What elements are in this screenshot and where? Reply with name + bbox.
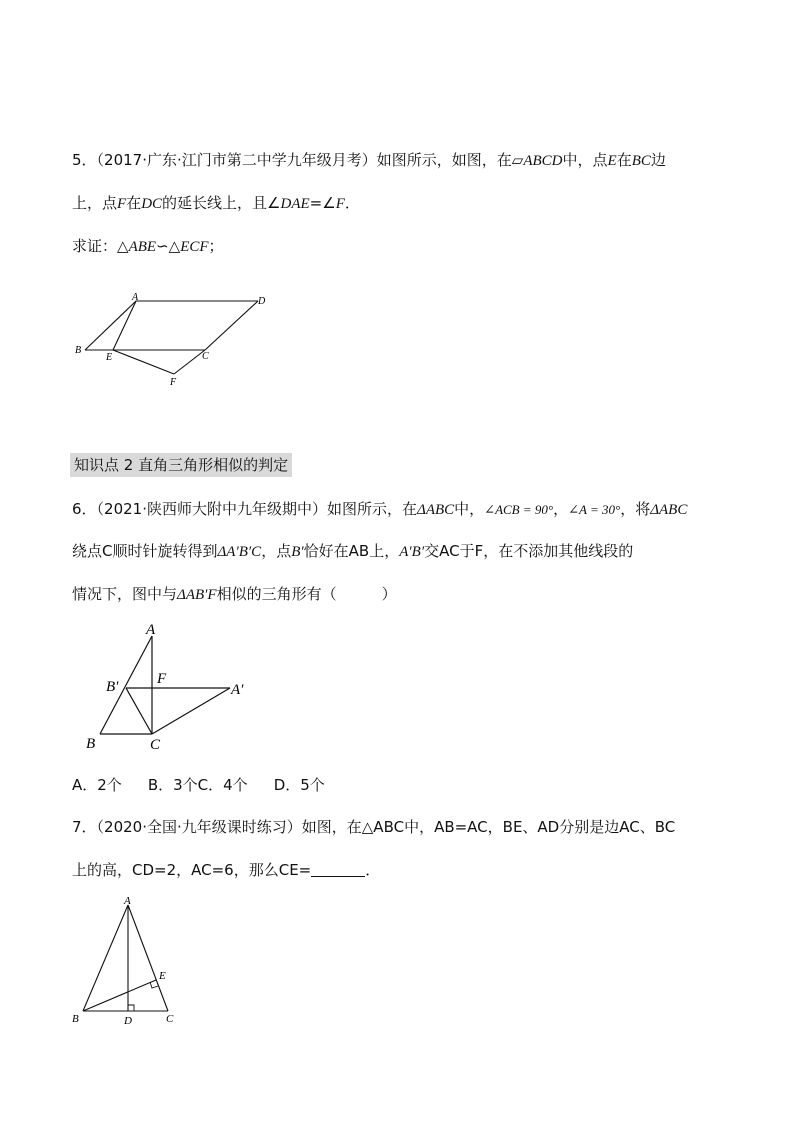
q6-label-aprime: A′ — [231, 682, 244, 698]
q5-angle-dae: DAE — [280, 196, 310, 212]
q6-source: （2021·陕西师大附中九年级期中） — [96, 500, 327, 518]
q5-source: （2017·广东·江门市第二中学九年级月考） — [96, 151, 377, 169]
similar-symbol: ∽ — [156, 237, 169, 255]
q7-label-b: B — [72, 1013, 79, 1025]
q6-number: 6． — [72, 500, 97, 518]
q6-line-2 — [72, 541, 633, 562]
q6-label-bprime: B′ — [106, 679, 119, 695]
q7-label-d: D — [124, 1015, 132, 1027]
q5-label-b: B — [75, 345, 82, 356]
section-heading-2: 知识点 2 直角三角形相似的判定 — [70, 453, 292, 477]
q5-triangle-ecf: ECF — [180, 239, 209, 255]
q6-line-1 — [72, 499, 687, 520]
q5-label-d: D — [258, 296, 266, 307]
q5-text: 如图所示，如图，在 — [376, 151, 512, 169]
q5-label-a: A — [132, 292, 139, 303]
q6-triangle-abc: ΔABC — [650, 502, 688, 518]
answer-blank[interactable] — [311, 861, 365, 877]
q5-angle-f: F — [335, 196, 345, 212]
q6-text: 绕点C顺时针旋转得到 — [72, 542, 218, 560]
q6-text: 相似的三角形有（ ） — [216, 585, 397, 603]
q7-line-2 — [72, 860, 380, 880]
q5-text: 上，点 — [72, 194, 118, 212]
q6-text: ，将 — [620, 500, 651, 518]
q5-text: ； — [208, 237, 224, 255]
q5-prove-line — [72, 236, 224, 257]
q6-text: 交AC于F，在不添加其他线段的 — [424, 542, 634, 560]
q5-parallelogram-figure — [68, 290, 283, 390]
q5-label-e: E — [106, 352, 113, 363]
q6-text: 如图所示，在 — [327, 500, 418, 518]
q6-text: 中， — [454, 500, 485, 518]
q6-choice-c[interactable]: C．4个 — [197, 776, 248, 794]
q7-number: 7． — [72, 818, 97, 836]
q7-label-a: A — [124, 895, 131, 907]
q6-point-bprime: B′ — [291, 544, 304, 560]
q5-triangle-abe: ABE — [128, 239, 157, 255]
q6-choice-a[interactable]: A．2个 — [72, 776, 122, 794]
q6-angle-a: ∠A = 30° — [568, 502, 621, 517]
q5-text: ． — [344, 194, 360, 212]
q5-point-f: F — [117, 196, 127, 212]
triangle-symbol: △ — [168, 237, 181, 255]
q6-angle-acb: ∠ACB = 90° — [484, 502, 554, 517]
q5-point-e: E — [607, 153, 617, 169]
q5-text: 在 — [126, 194, 142, 212]
q7-label-e: E — [159, 970, 166, 982]
q6-triangle-rotated: ΔA′B′C — [217, 544, 262, 560]
q5-parallelogram-name: ABCD — [523, 153, 563, 169]
q7-text: ． — [365, 861, 381, 879]
triangle-symbol: △ — [117, 237, 129, 255]
q6-label-a: A — [146, 622, 156, 638]
q6-comma: ， — [553, 500, 569, 518]
q5-text: 边 — [650, 151, 666, 169]
q5-segment-dc: DC — [141, 196, 163, 212]
q6-text: ，点 — [261, 542, 292, 560]
q6-choice-d[interactable]: D．5个 — [273, 776, 325, 794]
q5-text: 的延长线上，且∠ — [162, 194, 281, 212]
q5-text: 中，点 — [562, 151, 608, 169]
q5-text: =∠ — [309, 194, 336, 212]
q6-label-f: F — [157, 671, 167, 687]
q6-segment-apbp: A′B′ — [399, 544, 425, 560]
q5-label-f: F — [170, 377, 177, 388]
q5-line-1 — [72, 150, 666, 171]
q6-triangle-abc: ΔABC — [417, 502, 455, 518]
q5-line-2 — [72, 193, 360, 214]
q5-segment-bc: BC — [631, 153, 651, 169]
q6-rotation-figure — [80, 618, 270, 758]
q5-prove-label: 求证： — [72, 237, 118, 255]
q6-choice-b[interactable]: B．3个 — [147, 776, 198, 794]
q7-source: （2020·全国·九年级课时练习） — [96, 818, 302, 836]
q7-label-c: C — [166, 1013, 174, 1025]
q7-isosceles-figure — [68, 893, 188, 1033]
q6-text: 情况下，图中与 — [72, 585, 178, 603]
q6-triangle-abpf: ΔAB′F — [177, 587, 217, 603]
q6-label-b: B — [86, 736, 96, 752]
q7-line-1 — [72, 817, 675, 837]
q7-text: 如图，在△ABC中，AB=AC，BE、AD分别是边AC、BC — [301, 818, 676, 836]
q6-line-3 — [72, 584, 397, 605]
q5-number: 5． — [72, 151, 97, 169]
q5-label-c: C — [202, 351, 209, 362]
q6-text: 恰好在AB上， — [303, 542, 400, 560]
q6-label-c: C — [150, 737, 161, 753]
parallelogram-symbol: ▱ — [511, 151, 524, 169]
q6-choices — [72, 775, 351, 795]
q7-text: 上的高，CD=2，AC=6，那么CE= — [72, 861, 312, 879]
q5-text: 在 — [616, 151, 632, 169]
